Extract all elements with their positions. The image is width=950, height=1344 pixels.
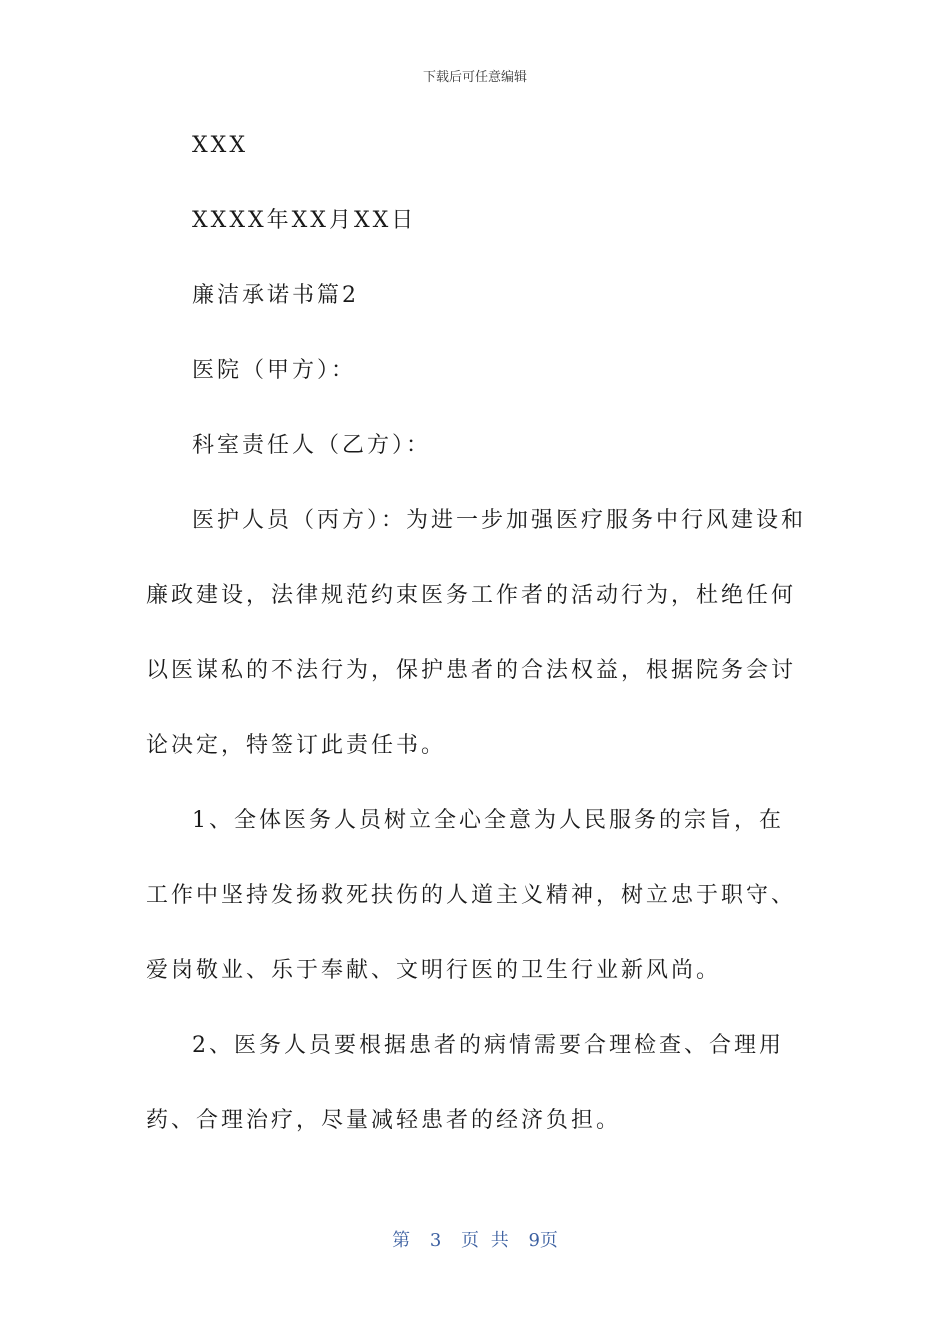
party-a-line: 医院（甲方）：	[192, 358, 357, 383]
paragraph-intro: 医护人员（丙方）：为进一步加强医疗服务中行风建设和廉政建设，法律规范约束医务工作者的活动行为，杜绝任何以医谋私的不法行为，保护患者的合法权益，根据院务会讨论决定，特签订此责任书。	[146, 508, 807, 758]
document-body	[146, 124, 806, 1158]
page-label-mid: 页 共	[461, 1230, 509, 1251]
paragraph-item-1: 1、全体医务人员树立全心全意为人民服务的宗旨，在工作中坚持发扬救死扶伤的人道主义精神，树立忠于职守、爱岗敬业、乐于奉献、文明行医的卫生行业新风尚。	[146, 808, 797, 983]
page-label-prefix: 第	[392, 1230, 411, 1251]
section-heading: 廉洁承诺书篇2	[192, 283, 359, 308]
signer-name: XXX	[192, 133, 248, 158]
page-number-footer	[0, 1226, 950, 1252]
total-pages: 9页	[528, 1230, 558, 1251]
paragraph-item-2: 2、医务人员要根据患者的病情需要合理检查、合理用药、合理治疗，尽量减轻患者的经济负担。	[146, 1033, 784, 1133]
party-b-line: 科室责任人（乙方）：	[192, 433, 432, 458]
document-date: XXXX年XX月XX日	[192, 208, 417, 233]
header-note: 下载后可任意编辑	[422, 70, 527, 85]
current-page-number: 3	[429, 1230, 442, 1251]
